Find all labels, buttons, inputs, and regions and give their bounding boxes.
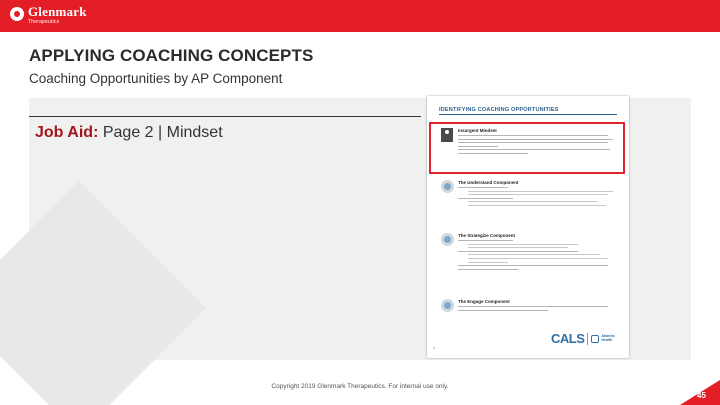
mindset-highlight-box — [429, 122, 625, 174]
cals-divider — [587, 333, 588, 345]
brand-name: Glenmark — [28, 4, 87, 19]
footer-copyright: Copyright 2019 Glenmark Therapeutics. For internal use only. — [271, 383, 449, 390]
doc-section-title: The Understand Component — [458, 180, 519, 185]
atlantis-health-text: Atlantis Health — [601, 333, 615, 342]
page-number: 45 — [697, 391, 706, 400]
doc-heading-rule — [439, 114, 617, 115]
doc-heading: IDENTIFYING COACHING OPPORTUNITIES — [439, 107, 559, 113]
doc-page-number: 2 — [433, 346, 435, 350]
job-aid-page-thumbnail — [427, 96, 629, 358]
job-aid-text: Page 2 | Mindset — [102, 124, 223, 141]
doc-section-engage — [441, 299, 621, 329]
cals-logo-text: CALS — [551, 331, 585, 346]
brand-tagline: Therapeutics — [28, 19, 60, 25]
doc-section-understand — [441, 180, 621, 226]
glenmark-logo-icon — [10, 7, 24, 21]
job-aid-underline — [29, 116, 421, 117]
doc-section-title: The Engage Component — [458, 299, 510, 304]
doc-section-title: The Strategize Component — [458, 233, 516, 238]
slide-title: APPLYING COACHING CONCEPTS — [29, 46, 314, 65]
doc-section-text — [458, 187, 618, 209]
strategize-icon — [441, 233, 454, 246]
understand-icon — [441, 180, 454, 193]
job-aid-caption — [35, 124, 223, 142]
job-aid-label: Job Aid: — [35, 124, 99, 141]
brand-bar — [0, 0, 720, 32]
content-panel — [29, 98, 691, 360]
cals-logo — [551, 332, 621, 345]
doc-section-text — [458, 306, 618, 313]
atlantis-health-icon — [591, 335, 599, 343]
doc-section-title: Insurgent Mindset — [458, 128, 497, 133]
slide-subtitle: Coaching Opportunities by AP Component — [29, 71, 283, 86]
background-watermark — [0, 181, 206, 405]
doc-section-text — [458, 240, 618, 272]
glenmark-logo — [10, 5, 87, 25]
doc-section-strategize — [441, 233, 621, 291]
engage-icon — [441, 299, 454, 312]
